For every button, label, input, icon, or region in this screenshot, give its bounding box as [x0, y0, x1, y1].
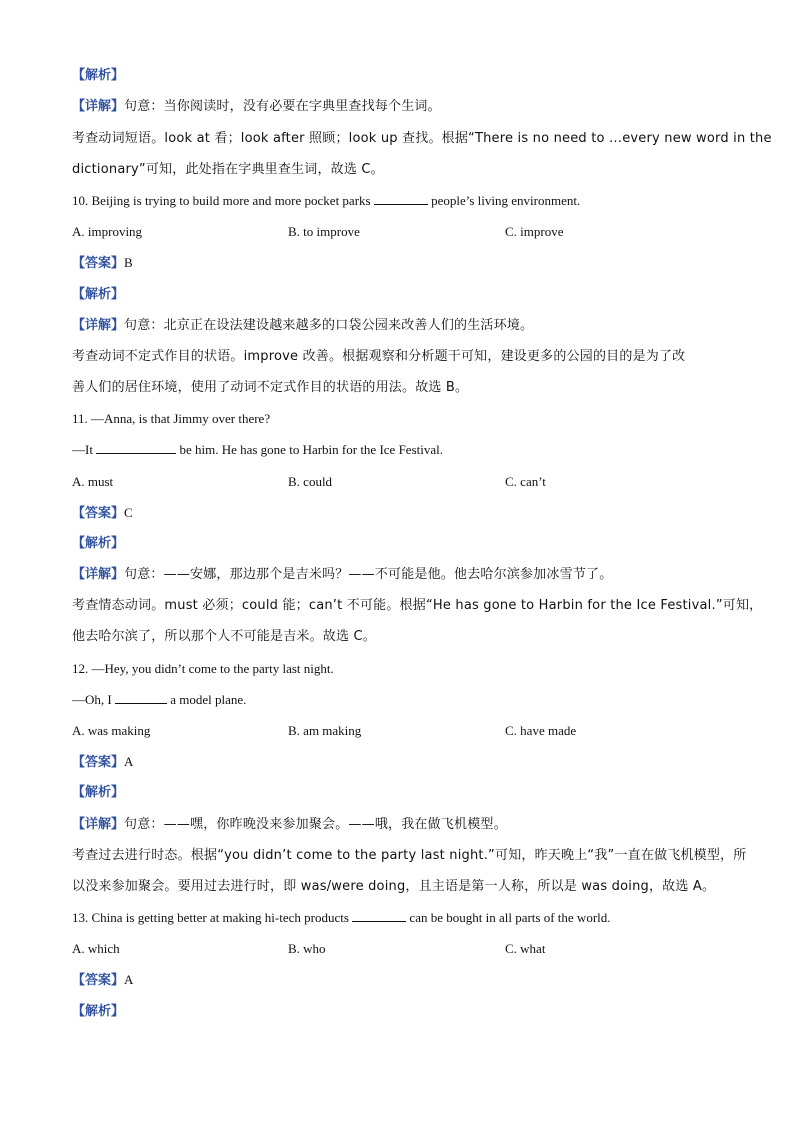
question-12-option-b: B. am making: [288, 723, 362, 738]
detail-line: 【详解】句意：——安娜，那边那个是吉米吗？——不可能是他。他去哈尔滨参加冰雪节了。: [72, 567, 613, 582]
answer-line: 【答案】C: [72, 505, 133, 521]
answer-blank: [115, 691, 167, 704]
answer-blank: [374, 192, 428, 205]
question-13-stem: 13. China is getting better at making hi-tech products can be bought in all parts of the world.: [72, 910, 611, 925]
question-12-option-a: A. was making: [72, 723, 151, 738]
question-12-option-c: C. have made: [505, 723, 577, 738]
detail-line: 【详解】句意：——嘿，你昨晚没来参加聚会。——哦，我在做飞机模型。: [72, 817, 507, 832]
question-10-stem: 10. Beijing is trying to build more and more pocket parks people’s living environment.: [72, 193, 581, 208]
answer-line: 【答案】B: [72, 255, 133, 271]
question-12-stem: 12. —Hey, you didn’t come to the party last night.: [72, 661, 334, 676]
question-12-stem: —Oh, I a model plane.: [72, 692, 247, 707]
analysis-heading: 【解析】: [72, 287, 125, 302]
answer-blank: [96, 441, 176, 454]
explanation-line: 考查动词不定式作目的状语。improve 改善。根据观察和分析题干可知，建设更多的公园的目的是为了改: [72, 349, 686, 364]
analysis-heading: 【解析】: [72, 536, 125, 551]
question-13-option-a: A. which: [72, 941, 120, 956]
explanation-line: 考查过去进行时态。根据“you didn’t come to the party last night.”可知，昨天晚上“我”一直在做飞机模型，所: [72, 848, 747, 863]
explanation-line: dictionary”可知，此处指在字典里查生词，故选 C。: [72, 162, 384, 177]
explanation-line: 善人们的居住环境，使用了动词不定式作目的状语的用法。故选 B。: [72, 380, 469, 395]
question-10-option-a: A. improving: [72, 224, 143, 239]
question-11-option-b: B. could: [288, 474, 333, 489]
question-11-stem: —It be him. He has gone to Harbin for the Ice Festival.: [72, 442, 443, 457]
question-11-option-c: C. can’t: [505, 474, 546, 489]
explanation-line: 他去哈尔滨了，所以那个人不可能是吉米。故选 C。: [72, 629, 377, 644]
question-13-option-b: B. who: [288, 941, 326, 956]
analysis-heading: 【解析】: [72, 1004, 125, 1019]
question-10-option-c: C. improve: [505, 224, 564, 239]
answer-blank: [352, 909, 406, 922]
explanation-line: 考查动词短语。look at 看；look after 照顾；look up 查找。根据“There is no need to …every new word in the: [72, 131, 772, 146]
detail-line: 【详解】句意：当你阅读时，没有必要在字典里查找每个生词。: [72, 99, 441, 114]
answer-line: 【答案】A: [72, 754, 134, 770]
question-11-stem: 11. —Anna, is that Jimmy over there?: [72, 411, 271, 426]
analysis-heading: 【解析】: [72, 785, 125, 800]
explanation-line: 考查情态动词。must 必须；could 能；can’t 不可能。根据“He has gone to Harbin for the Ice Festival.”可知，: [72, 598, 763, 613]
explanation-line: 以没来参加聚会。要用过去进行时，即 was/were doing，且主语是第一人称，所以是 was doing，故选 A。: [72, 879, 716, 894]
answer-line: 【答案】A: [72, 972, 134, 988]
question-13-option-c: C. what: [505, 941, 546, 956]
question-10-option-b: B. to improve: [288, 224, 360, 239]
question-11-option-a: A. must: [72, 474, 114, 489]
analysis-heading: 【解析】: [72, 68, 125, 83]
detail-line: 【详解】句意：北京正在设法建设越来越多的口袋公园来改善人们的生活环境。: [72, 318, 534, 333]
